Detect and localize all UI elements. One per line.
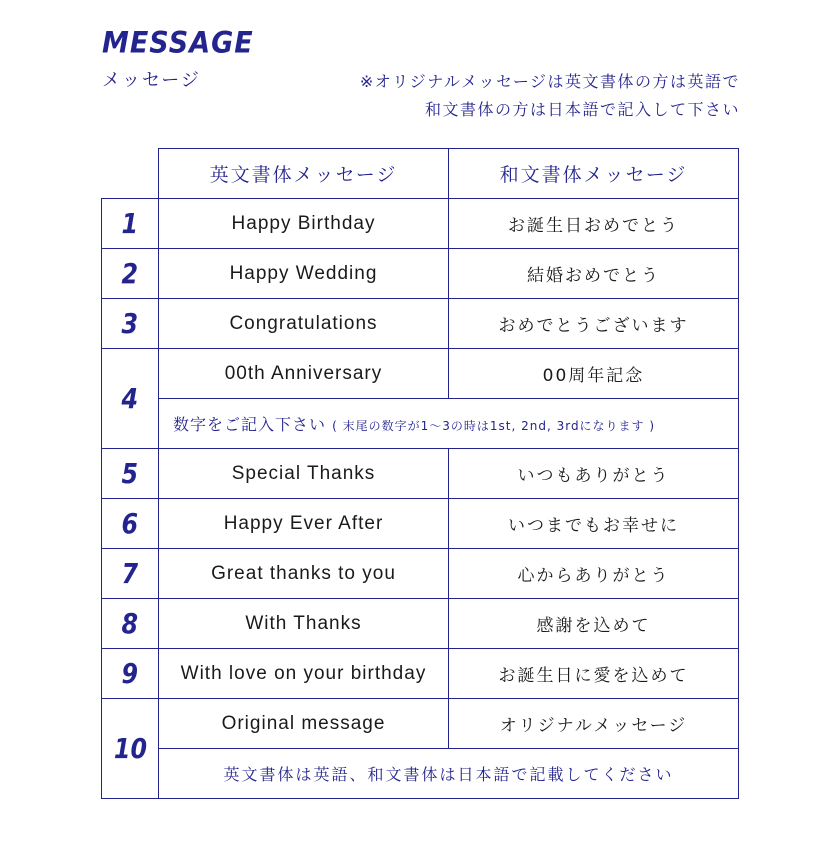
- table-row-note: [102, 749, 739, 799]
- table-row: [102, 699, 739, 749]
- table-row: [102, 599, 739, 649]
- english-message: Congratulations: [159, 299, 449, 349]
- anniversary-note-main: 数字をご記入下さい: [173, 415, 327, 434]
- anniversary-note-detail: ( 末尾の数字が1～3の時は1st, 2nd, 3rdになります ): [332, 419, 656, 433]
- english-message: With love on your birthday: [159, 649, 449, 699]
- table-row: [102, 199, 739, 249]
- row-number: 6: [102, 499, 159, 549]
- original-message-note: 英文書体は英語、和文書体は日本語で記載してください: [159, 749, 739, 799]
- japanese-message: お誕生日に愛を込めて: [449, 649, 739, 699]
- instruction-note: [220, 68, 740, 124]
- row-number: 3: [102, 299, 159, 349]
- page-title: MESSAGE: [102, 26, 254, 61]
- anniversary-note: [159, 399, 739, 449]
- japanese-message: 心からありがとう: [449, 549, 739, 599]
- row-number: 8: [102, 599, 159, 649]
- table-row: [102, 499, 739, 549]
- row-number: 1: [102, 199, 159, 249]
- english-message: Happy Birthday: [159, 199, 449, 249]
- table-row: [102, 299, 739, 349]
- table-row: [102, 349, 739, 399]
- table-row: [102, 449, 739, 499]
- table-row: [102, 249, 739, 299]
- row-number: 7: [102, 549, 159, 599]
- page-subtitle: メッセージ: [102, 70, 201, 91]
- japanese-message: いつもありがとう: [449, 449, 739, 499]
- column-header-english: 英文書体メッセージ: [159, 149, 449, 199]
- japanese-message: いつまでもお幸せに: [449, 499, 739, 549]
- row-number: 4: [102, 349, 159, 449]
- english-message: Great thanks to you: [159, 549, 449, 599]
- japanese-message: 結婚おめでとう: [449, 249, 739, 299]
- japanese-message: 00周年記念: [449, 349, 739, 399]
- column-header-japanese: 和文書体メッセージ: [449, 149, 739, 199]
- english-message: Original message: [159, 699, 449, 749]
- row-number: 10: [102, 699, 159, 799]
- row-number: 2: [102, 249, 159, 299]
- instruction-note-line-2: 和文書体の方は日本語で記入して下さい: [424, 100, 740, 119]
- english-message: Special Thanks: [159, 449, 449, 499]
- table-row-note: [102, 399, 739, 449]
- row-number: 5: [102, 449, 159, 499]
- japanese-message: お誕生日おめでとう: [449, 199, 739, 249]
- english-message: Happy Ever After: [159, 499, 449, 549]
- table-header-row: [102, 149, 739, 199]
- japanese-message: オリジナルメッセージ: [449, 699, 739, 749]
- message-table: [101, 148, 739, 799]
- instruction-note-line-1: ※オリジナルメッセージは英文書体の方は英語で: [359, 72, 740, 91]
- japanese-message: 感謝を込めて: [449, 599, 739, 649]
- english-message: Happy Wedding: [159, 249, 449, 299]
- table-row: [102, 649, 739, 699]
- english-message: 00th Anniversary: [159, 349, 449, 399]
- row-number: 9: [102, 649, 159, 699]
- english-message: With Thanks: [159, 599, 449, 649]
- table-row: [102, 549, 739, 599]
- japanese-message: おめでとうございます: [449, 299, 739, 349]
- header-blank-cell: [102, 149, 159, 199]
